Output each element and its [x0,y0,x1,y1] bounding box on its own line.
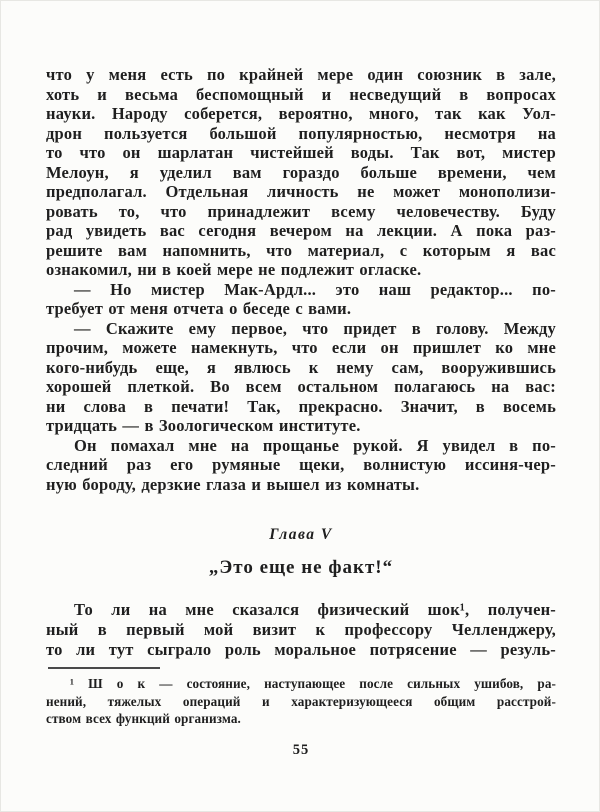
text-line: хорошей плеткой. Во всем остальном полагаюсь на вас: [46,377,556,396]
text-line: ознакомил, ни в коей мере не подлежит огласке. [46,260,422,279]
text-line: тридцать — в Зоологическом институте. [46,416,361,435]
text-line: кого-нибудь еще, я явлюсь к нему сам, вооружившись [46,357,556,377]
paragraph [46,675,556,728]
text-line: ством всех функций организма. [46,711,241,726]
paragraph [46,319,556,436]
page-number: 55 [292,741,310,758]
text-line: то что он шарлатан чистейшей воды. Так вот, мистер [46,143,556,162]
footnote-separator-rule [48,667,160,669]
page-text-block [1,1,599,759]
text-line: — Скажите ему первое, что придет в голову. Между [74,318,556,338]
paragraph [46,600,556,660]
text-line: ный в первый мой визит к профессору Челленджеру, [46,620,556,639]
text-line: ную бороду, дерзкие глаза и вышел из комнаты. [46,474,420,494]
chapter-heading: Глава V [269,526,333,543]
text-line: дрон пользуется большой популярностью, несмотря на [46,123,556,143]
text-line: Мелоун, я уделил вам гораздо больше времени, чем [46,162,556,182]
body-text [46,65,556,494]
chapter-body-text [46,600,556,660]
text-line: рад увидеть вас сегодня вечером на лекции. А пока раз- [46,221,556,240]
chapter-title: „Это еще не факт!“ [208,557,394,578]
text-line: то ли тут сыграло роль моральное потрясение — резуль- [46,640,556,659]
text-line: ни слова в печати! Так, прекрасно. Значит, в восемь [46,396,556,416]
paragraph [46,436,556,495]
text-line: То ли на мне сказался физический шок¹, получен- [74,600,556,619]
text-line: ¹ Ш о к — состояние, наступающее после сильных ушибов, ра- [70,676,556,691]
text-line: прочим, можете намекнуть, что если он пришлет ко мне [46,338,556,357]
text-line: Он помахал мне на прощанье рукой. Я увидел в по- [74,435,556,455]
text-line: науки. Народу соберется, вероятно, много, так как Уол- [46,104,556,123]
paragraph [46,280,556,319]
text-line: хоть и весьма беспомощный и несведущий в вопросах [46,84,556,104]
paragraph [46,65,556,280]
text-line: ровать то, что принадлежит всему человечеству. Буду [46,201,556,221]
text-line: что у меня есть по крайней мере один союзник в зале, [46,65,556,84]
text-line: предполагал. Отдельная личность не может монополизи- [46,182,556,201]
text-line: решите вам напомнить, что материал, с которым я вас [46,240,556,260]
text-line: нений, тяжелых операций и характеризующееся общим расстрой- [46,693,556,709]
text-line: требует от меня отчета о беседе с вами. [46,299,352,318]
text-line: — Но мистер Мак-Ардл... это наш редактор... по- [74,279,556,299]
footnote [46,675,556,728]
text-line: следний раз его румяные щеки, волнистую иссиня-чер- [46,455,556,474]
